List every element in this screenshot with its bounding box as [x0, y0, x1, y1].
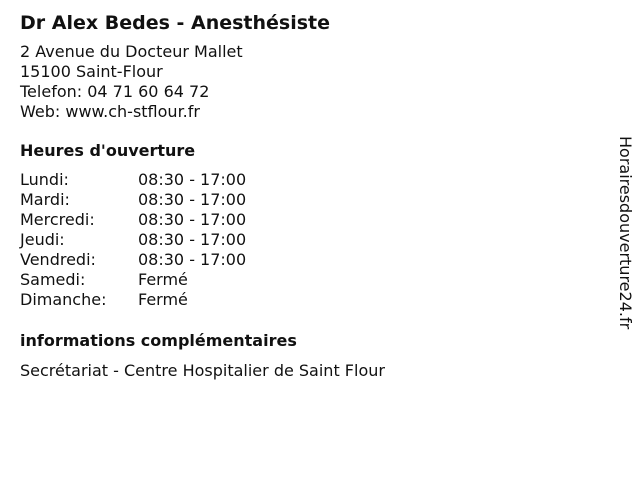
hours-heading: Heures d'ouverture — [20, 141, 196, 160]
watermark — [610, 136, 640, 376]
hours-row-tuesday — [20, 190, 600, 210]
hours-value: 08:30 - 17:00 — [138, 250, 247, 269]
address-line-street: 2 Avenue du Docteur Mallet — [20, 42, 243, 61]
info-heading: informations complémentaires — [20, 331, 297, 350]
hours-value: 08:30 - 17:00 — [138, 170, 247, 189]
hours-value: Fermé — [138, 270, 188, 289]
hours-value: 08:30 - 17:00 — [138, 210, 247, 229]
page-title: Dr Alex Bedes - Anesthésiste — [20, 12, 331, 34]
watermark-text: Horairesdouverture24.fr — [616, 136, 635, 330]
hours-row-monday — [20, 170, 600, 190]
website-line: Web: www.ch-stflour.fr — [20, 102, 200, 121]
hours-day: Mercredi: — [20, 210, 95, 229]
hours-row-sunday — [20, 290, 600, 310]
hours-row-wednesday — [20, 210, 600, 230]
hours-value: 08:30 - 17:00 — [138, 190, 247, 209]
phone-line: Telefon: 04 71 60 64 72 — [20, 82, 210, 101]
hours-day: Vendredi: — [20, 250, 96, 269]
hours-table — [20, 170, 600, 310]
hours-day: Lundi: — [20, 170, 69, 189]
hours-row-friday — [20, 250, 600, 270]
contact-block — [20, 42, 600, 122]
hours-day: Samedi: — [20, 270, 86, 289]
hours-value: Fermé — [138, 290, 188, 309]
hours-value: 08:30 - 17:00 — [138, 230, 247, 249]
hours-day: Jeudi: — [20, 230, 65, 249]
info-text: Secrétariat - Centre Hospitalier de Saint Flour — [20, 361, 385, 380]
hours-day: Dimanche: — [20, 290, 107, 309]
hours-row-thursday — [20, 230, 600, 250]
business-card — [20, 10, 600, 382]
hours-row-saturday — [20, 270, 600, 290]
hours-day: Mardi: — [20, 190, 70, 209]
address-line-city: 15100 Saint-Flour — [20, 62, 163, 81]
